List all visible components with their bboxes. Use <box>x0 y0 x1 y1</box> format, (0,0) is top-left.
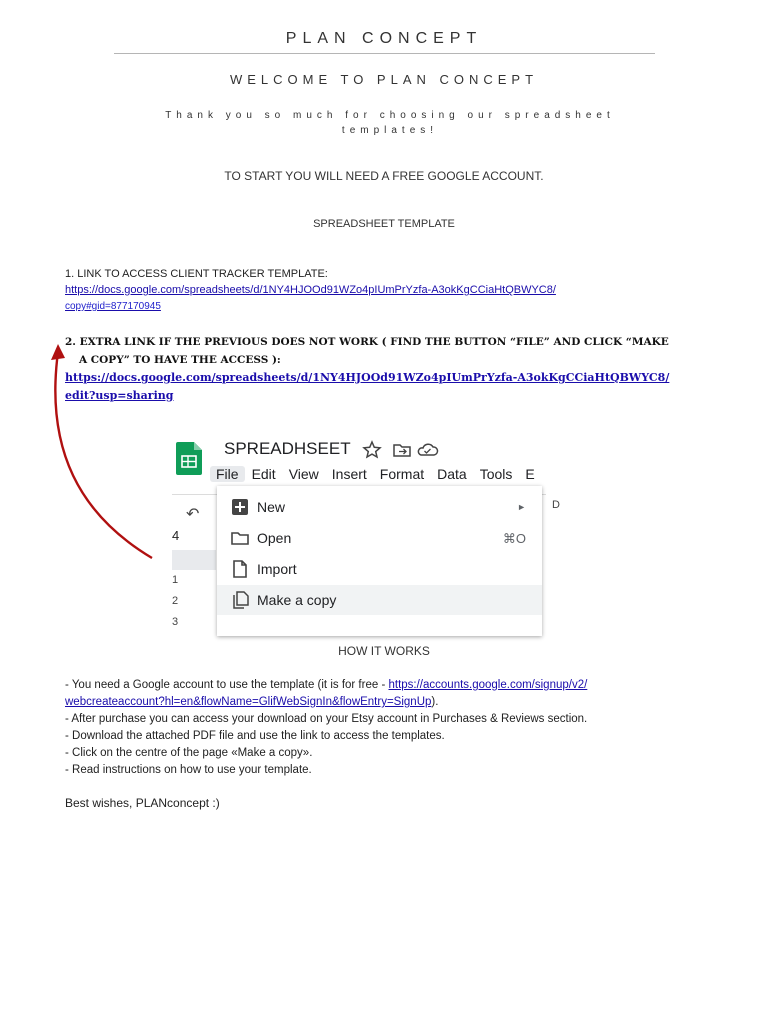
how-it-works-heading: HOW IT WORKS <box>338 644 430 658</box>
menu-data[interactable]: Data <box>437 466 467 482</box>
link-1-url-a: https://docs.google.com/spreadsheets/d/1NY4HJOOd91WZo4pIUmPrYzfa-A3okKgCCiaHtQBWYC8/ <box>65 284 556 296</box>
sheet-right-edge <box>546 494 558 634</box>
page-title: PLAN CONCEPT <box>285 30 483 47</box>
menu-format[interactable]: Format <box>379 466 425 482</box>
menu-item-import[interactable] <box>217 554 542 584</box>
red-arrow <box>40 340 170 570</box>
link-1-url-b: copy#gid=877170945 <box>65 301 161 312</box>
google-sheets-icon <box>176 442 202 475</box>
title-icons <box>362 440 452 460</box>
link-1-label: 1. LINK TO ACCESS CLIENT TRACKER TEMPLATE: <box>65 268 328 280</box>
menu-item-label: Import <box>257 561 297 577</box>
menu-item-label: Open <box>257 530 292 546</box>
section-label: SPREADSHEET TEMPLATE <box>313 218 455 230</box>
menu-item-open[interactable] <box>217 523 542 553</box>
line1-suffix: ). <box>431 696 439 708</box>
arrow-curve <box>55 352 152 558</box>
star-icon[interactable] <box>364 442 380 457</box>
move-folder-icon[interactable] <box>394 445 410 456</box>
plus-box-icon <box>231 498 249 516</box>
spreadsheet-screenshot <box>172 432 558 630</box>
welcome-heading: WELCOME TO PLAN CONCEPT <box>229 72 539 87</box>
start-note: TO START YOU WILL NEED A FREE GOOGLE ACCOUNT. <box>224 169 544 183</box>
file-menu <box>217 486 542 636</box>
closing-text: Best wishes, PLANconcept :) <box>65 796 220 810</box>
menu-bar <box>216 466 548 482</box>
list-item: - Read instructions on how to use your template. <box>65 764 312 776</box>
link-2-label-b: A COPY” TO HAVE THE ACCESS ): <box>79 354 281 366</box>
menu-item-label: New <box>257 499 286 515</box>
menu-shortcut: ⌘O <box>502 531 526 546</box>
signup-url-a: https://accounts.google.com/signup/v2/ <box>388 679 588 691</box>
menu-item-label: Make a copy <box>257 592 337 608</box>
line1-prefix: - You need a Google account to use the template (it is for free - <box>65 679 389 691</box>
file-icon <box>231 560 249 578</box>
arrow-head <box>51 344 65 360</box>
list-item: - Download the attached PDF file and use the link to access the templates. <box>65 730 445 742</box>
submenu-arrow-icon: ► <box>517 502 526 512</box>
link-2-label-a: 2. EXTRA LINK IF THE PREVIOUS DOES NOT WORK ( FIND THE BUTTON “FILE” AND CLICK “MAKE <box>65 336 669 348</box>
copy-icon <box>231 591 249 609</box>
template-link-1[interactable] <box>65 284 556 312</box>
menu-item-make-copy[interactable] <box>217 585 542 615</box>
link-2-url-b: edit?usp=sharing <box>65 389 174 402</box>
link-2-url-a: https://docs.google.com/spreadsheets/d/1NY4HJOOd91WZo4pIUmPrYzfa-A3okKgCCiaHtQBWYC8/ <box>65 371 670 384</box>
thanks-text: Thank you so much for choosing our spreadsheet templates! <box>165 110 615 136</box>
menu-file[interactable]: File <box>210 466 245 482</box>
menu-view[interactable]: View <box>288 466 319 482</box>
folder-icon <box>231 529 249 547</box>
menu-extensions[interactable]: E <box>525 466 535 482</box>
link-section-1 <box>65 266 695 315</box>
list-item <box>65 677 705 711</box>
cell-reference: 4 <box>172 528 180 543</box>
cloud-status-icon[interactable] <box>418 444 437 455</box>
list-item: - Click on the centre of the page «Make a copy». <box>65 747 313 759</box>
how-it-works-list <box>65 677 705 779</box>
title-divider <box>114 53 655 54</box>
list-item: - After purchase you can access your download on your Etsy account in Purchases & Reviews section. <box>65 713 588 725</box>
menu-tools[interactable]: Tools <box>479 466 513 482</box>
menu-item-new[interactable] <box>217 492 542 522</box>
row-number-1: 1 <box>172 574 179 586</box>
column-header-strip <box>172 550 216 570</box>
row-number-3: 3 <box>172 616 179 628</box>
edge-letter: D <box>552 499 560 511</box>
undo-icon[interactable]: ↶ <box>186 506 200 523</box>
row-number-2: 2 <box>172 595 179 607</box>
signup-url-b: webcreateaccount?hl=en&flowName=GlifWebSignIn&flowEntry=SignUp <box>65 696 432 708</box>
menu-edit[interactable]: Edit <box>251 466 276 482</box>
menu-insert[interactable]: Insert <box>331 466 367 482</box>
doc-title[interactable]: SPREADHSEET <box>224 439 351 458</box>
